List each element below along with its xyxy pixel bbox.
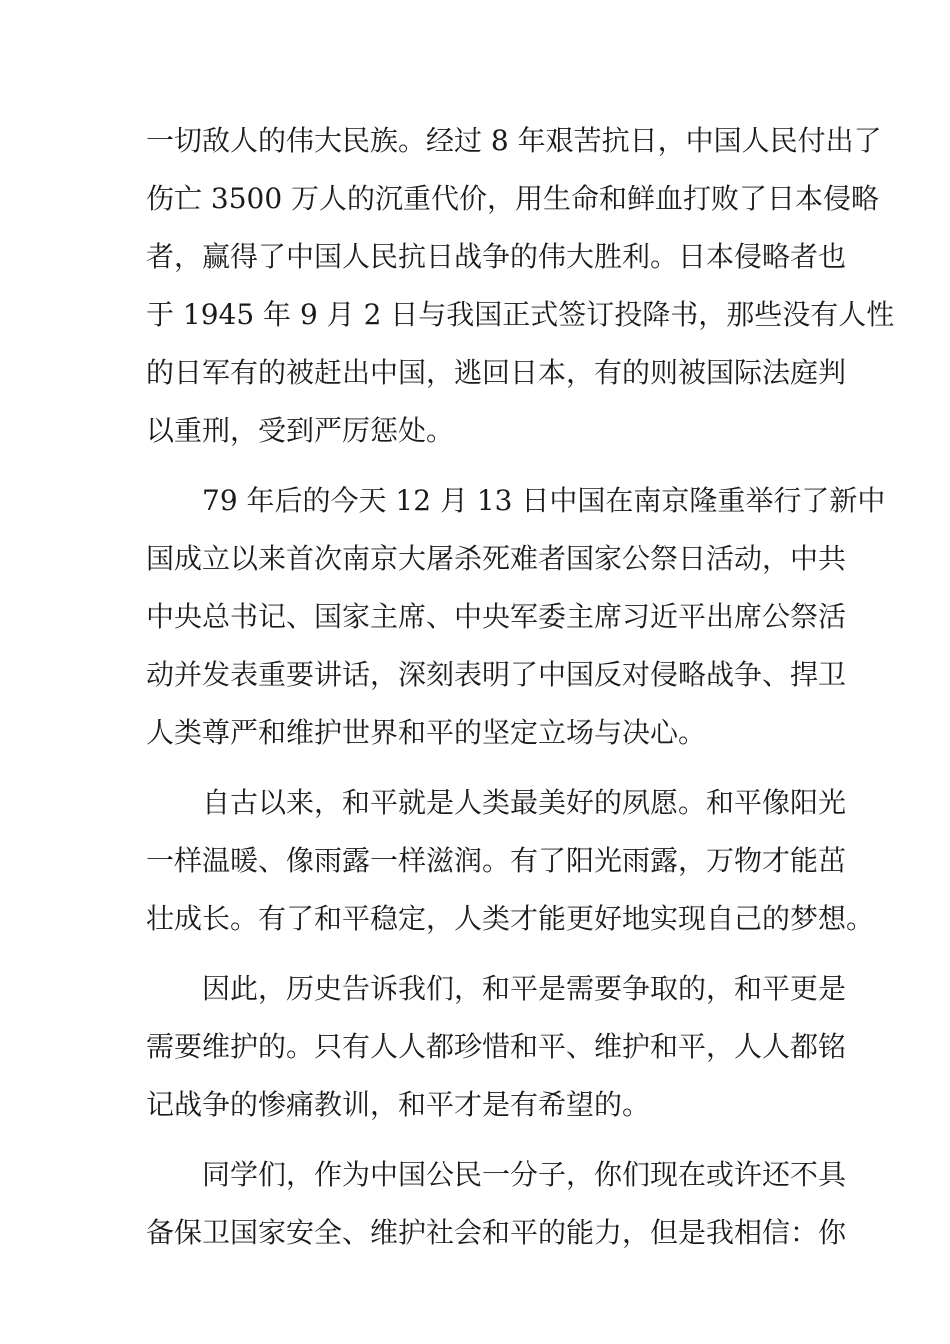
text-line: 以重刑，受到严厉惩处。 xyxy=(146,414,455,447)
paragraph xyxy=(146,774,875,948)
text-line: 动并发表重要讲话，深刻表明了中国反对侵略战争、捍卫 xyxy=(146,658,847,691)
paragraph-spacer xyxy=(146,948,808,960)
text-line: 记战争的惨痛教训，和平才是有希望的。 xyxy=(146,1088,651,1121)
paragraph xyxy=(146,960,847,1134)
document-body xyxy=(146,112,895,1262)
text-line: 伤亡 3500 万人的沉重代价，用生命和鲜血打败了日本侵略 xyxy=(146,182,880,215)
text-line: 壮成长。有了和平稳定，人类才能更好地实现自己的梦想。 xyxy=(146,902,875,935)
paragraph-spacer xyxy=(146,1134,808,1146)
paragraph-spacer xyxy=(146,460,808,472)
text-line: 一切敌人的伟大民族。经过 8 年艰苦抗日，中国人民付出了 xyxy=(146,124,882,157)
paragraph xyxy=(146,1146,847,1262)
text-line: 自古以来，和平就是人类最美好的夙愿。和平像阳光 xyxy=(146,786,847,819)
text-line: 者，赢得了中国人民抗日战争的伟大胜利。日本侵略者也 xyxy=(146,240,847,273)
text-line: 同学们，作为中国公民一分子，你们现在或许还不具 xyxy=(146,1158,847,1191)
text-line: 中央总书记、国家主席、中央军委主席习近平出席公祭活 xyxy=(146,600,847,633)
paragraph-spacer xyxy=(146,762,808,774)
text-line: 人类尊严和维护世界和平的坚定立场与决心。 xyxy=(146,716,707,749)
text-line: 国成立以来首次南京大屠杀死难者国家公祭日活动，中共 xyxy=(146,542,847,575)
text-line: 备保卫国家安全、维护社会和平的能力，但是我相信：你 xyxy=(146,1216,847,1249)
text-line: 一样温暖、像雨露一样滋润。有了阳光雨露，万物才能茁 xyxy=(146,844,847,877)
paragraph xyxy=(146,472,886,762)
paragraph xyxy=(146,112,895,460)
text-line: 的日军有的被赶出中国，逃回日本，有的则被国际法庭判 xyxy=(146,356,847,389)
text-line: 79 年后的今天 12 月 13 日中国在南京隆重举行了新中 xyxy=(146,484,886,517)
text-line: 于 1945 年 9 月 2 日与我国正式签订投降书，那些没有人性 xyxy=(146,298,895,331)
text-line: 因此，历史告诉我们，和平是需要争取的，和平更是 xyxy=(146,972,847,1005)
text-line: 需要维护的。只有人人都珍惜和平、维护和平，人人都铭 xyxy=(146,1030,847,1063)
